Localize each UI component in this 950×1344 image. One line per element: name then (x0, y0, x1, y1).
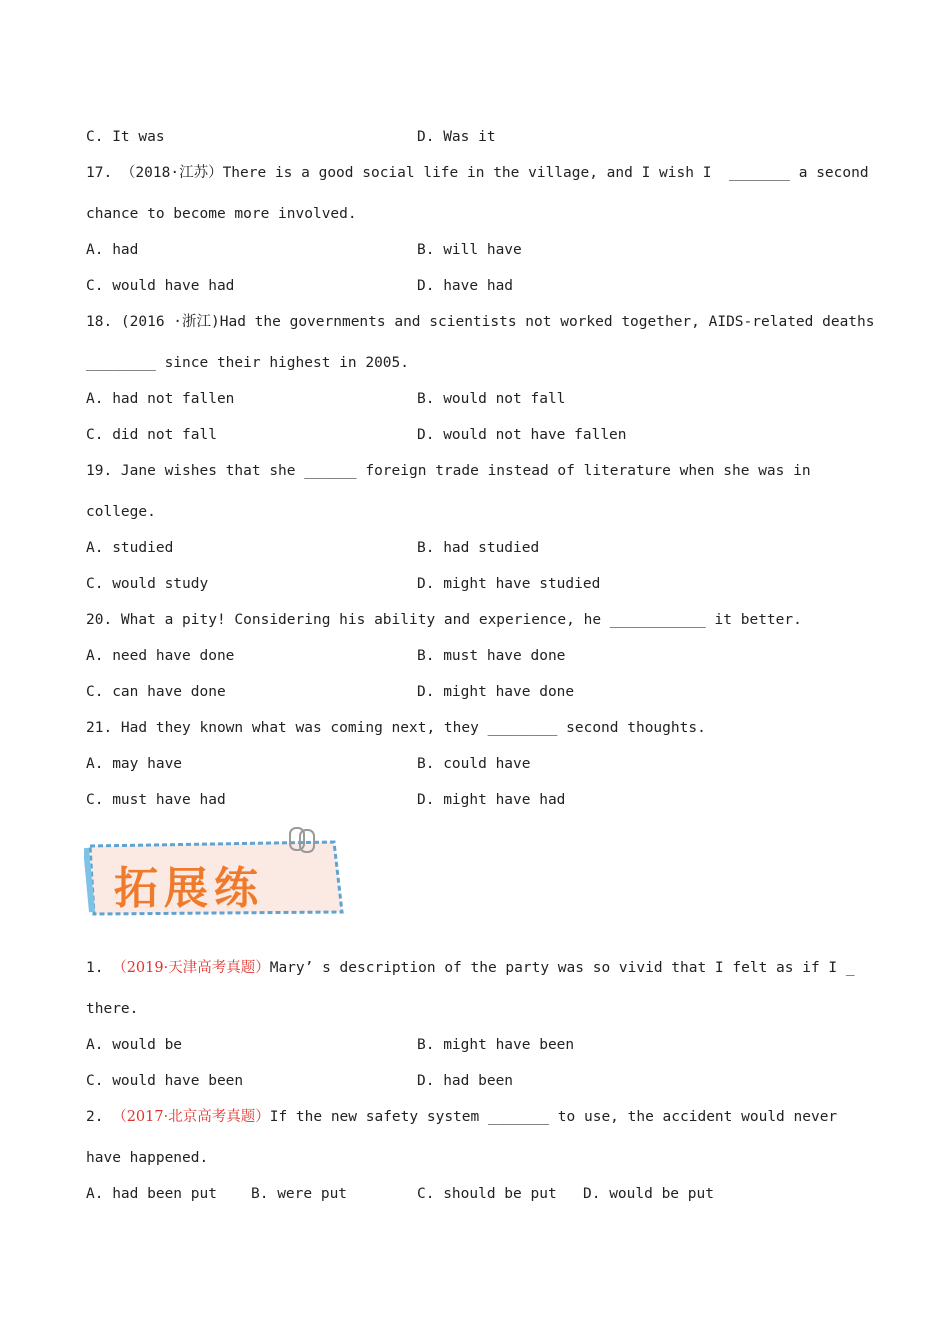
option-b: B. had studied (417, 540, 540, 556)
question-17-text: 17. （2018·江苏）There is a good social life in the village, and I wish I _______ a second (86, 165, 869, 181)
section-title: 拓展练 (114, 863, 264, 914)
option-d: D. would be put (583, 1186, 714, 1202)
question-number: 1. (86, 960, 104, 976)
question-19-text: 19. Jane wishes that she ______ foreign trade instead of literature when she was in (86, 463, 811, 479)
option-a: A. had been put (86, 1186, 217, 1202)
option-a: A. had not fallen (86, 391, 235, 407)
option-a: A. need have done (86, 648, 235, 664)
question-21-text: 21. Had they known what was coming next, they ________ second thoughts. (86, 720, 706, 736)
option-b: B. might have been (417, 1037, 575, 1053)
option-d: D. might have done (417, 684, 575, 700)
option-c: C. It was (86, 129, 165, 145)
ext-question-1 (86, 958, 855, 978)
ext-question-2 (86, 1107, 837, 1127)
option-d: D. might have had (417, 792, 566, 808)
option-d: D. have had (417, 278, 514, 294)
option-a: A. may have (86, 756, 183, 772)
option-b: B. could have (417, 756, 531, 772)
question-17-text-cont: chance to become more involved. (86, 206, 357, 222)
option-c: C. would have had (86, 278, 235, 294)
question-20-text: 20. What a pity! Considering his ability and experience, he ___________ it better. (86, 612, 802, 628)
section-banner (84, 826, 346, 918)
option-a: A. would be (86, 1037, 183, 1053)
question-19-text-cont: college. (86, 504, 156, 520)
option-b: B. must have done (417, 648, 566, 664)
option-d: D. might have studied (417, 576, 601, 592)
option-c: C. must have had (86, 792, 226, 808)
option-d: D. would not have fallen (417, 427, 627, 443)
option-c: C. can have done (86, 684, 226, 700)
option-c: C. should be put (417, 1186, 557, 1202)
ext-question-1-cont: there. (86, 1001, 139, 1017)
question-18-text-cont: ________ since their highest in 2005. (86, 355, 410, 371)
option-d: D. Was it (417, 129, 496, 145)
question-text: Mary’ s description of the party was so vivid that I felt as if I _ (269, 960, 855, 976)
option-c: C. did not fall (86, 427, 217, 443)
option-b: B. would not fall (417, 391, 566, 407)
ext-question-2-cont: have happened. (86, 1150, 209, 1166)
option-b: B. were put (251, 1186, 348, 1202)
option-c: C. would study (86, 576, 209, 592)
option-c: C. would have been (86, 1073, 244, 1089)
option-a: A. studied (86, 540, 174, 556)
source-tag: （2017·北京高考真题） (112, 1109, 270, 1125)
option-a: A. had (86, 242, 139, 258)
option-b: B. will have (417, 242, 522, 258)
question-text: If the new safety system _______ to use, the accident would never (269, 1109, 838, 1125)
question-18-text: 18. (2016 ·浙江)Had the governments and scientists not worked together, AIDS-related deaths (86, 314, 875, 330)
option-d: D. had been (417, 1073, 514, 1089)
question-number: 2. (86, 1109, 104, 1125)
source-tag: （2019·天津高考真题） (112, 960, 270, 976)
